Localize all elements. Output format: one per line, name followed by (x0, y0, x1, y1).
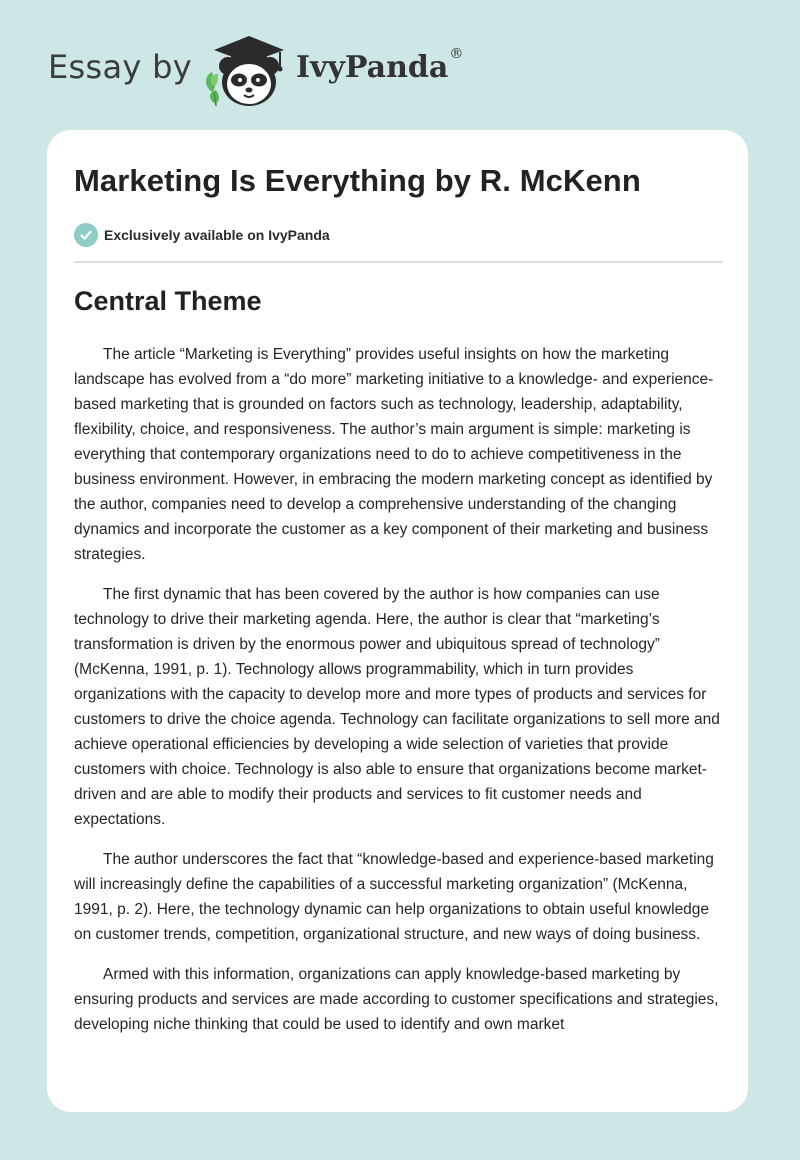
paragraph: The first dynamic that has been covered by the author is how companies can use technology to drive their marketing agenda. Here, the author is clear that “marketing’s transformation is driven by the enormous power and ubiquitous spread of technology” (McKenna, 1991, p. 1). Technology allows programmability, which in turn provides organizations with the capacity to develop more and more types of products and services for customers to drive the choice agenda. Technology can facilitate organizations to sell more and achieve operational efficiencies by developing a wide selection of varieties that provide customers with choice. Technology is also able to ensure that organizations become market-driven and are able to modify their products and services to fit customer needs and expectations. (74, 586, 720, 828)
paragraph: The author underscores the fact that “knowledge-based and experience-based marketing will increasingly define the capabilities of a successful marketing organization” (McKenna, 1991, p. 2). Here, the technology dynamic can help organizations to obtain useful knowledge on customer trends, competition, organizational structure, and new ways of doing business. (74, 851, 714, 943)
exclusive-badge (74, 222, 330, 248)
registered-mark: ® (449, 46, 464, 62)
essay-title: Marketing Is Everything by R. McKenn (74, 163, 641, 198)
essay-body (74, 342, 724, 1092)
section-heading: Central Theme (74, 286, 262, 316)
panda-graduation-cap-icon (198, 30, 298, 110)
paragraph: Armed with this information, organizations can apply knowledge-based marketing by ensuring products and services are made according to customer specifications and strategies, developing niche thinking that could be used to identify and own market (74, 966, 719, 1033)
site-header-brand[interactable] (48, 30, 488, 110)
check-circle-icon (74, 223, 98, 247)
exclusive-text: Exclusively available on IvyPanda (104, 227, 330, 243)
brand-prefix: Essay by (48, 48, 192, 86)
brand-name: IvyPanda® (296, 46, 464, 85)
essay-card (47, 130, 748, 1112)
paragraph: The article “Marketing is Everything” provides useful insights on how the marketing landscape has evolved from a “do more” marketing initiative to a knowledge- and experience-based marketing that is grounded on factors such as technology, leadership, adaptability, flexibility, choice, and responsiveness. The author’s main argument is simple: marketing is everything that contemporary organizations need to do to achieve competitiveness in the business environment. However, in embracing the modern marketing concept as identified by the author, companies need to develop a comprehensive understanding of the changing dynamics and incorporate the customer as a key component of their marketing and business strategies. (74, 346, 714, 563)
title-divider (74, 261, 723, 263)
